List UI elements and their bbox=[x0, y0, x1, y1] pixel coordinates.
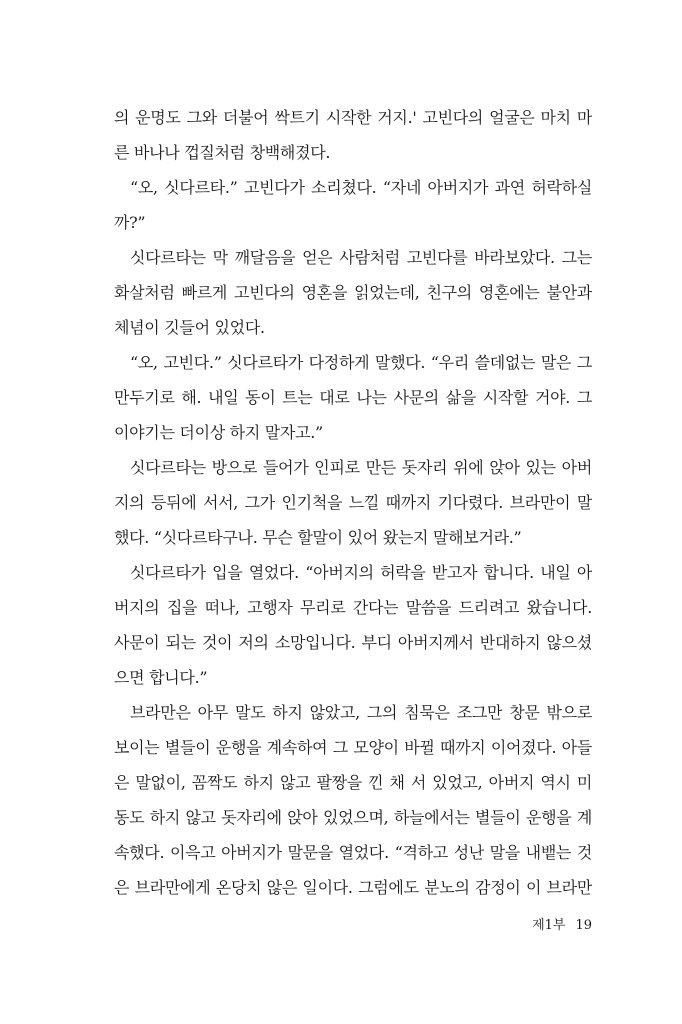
text-line: 으면 합니다.” bbox=[114, 668, 208, 687]
text-line: 까?” bbox=[114, 213, 146, 232]
text-line: 은 말없이, 꼼짝도 하지 않고 팔짱을 낀 채 서 있었고, 아버지 역시 미 bbox=[114, 773, 592, 792]
text-line: 의 운명도 그와 더불어 싹트기 시작한 거지.' 고빈다의 얼굴은 마치 마 bbox=[114, 108, 592, 127]
text-line: 보이는 별들이 운행을 계속하여 그 모양이 바뀔 때까지 이어졌다. 아들 bbox=[114, 738, 592, 757]
text-line: 버지의 집을 떠나, 고행자 무리로 간다는 말씀을 드리려고 왔습니다. bbox=[114, 598, 592, 617]
text-line: 싯다르타가 입을 열었다. “아버지의 허락을 받고자 합니다. 내일 아 bbox=[130, 563, 592, 582]
text-line: 동도 하지 않고 돗자리에 앉아 있었으며, 하늘에서는 별들이 운행을 계 bbox=[114, 808, 592, 827]
text-line: “오, 고빈다.” 싯다르타가 다정하게 말했다. “우리 쓸데없는 말은 그 bbox=[130, 353, 592, 372]
text-line: 지의 등뒤에 서서, 그가 인기척을 느낄 때까지 기다렸다. 브라만이 말 bbox=[114, 493, 592, 512]
text-line: 체념이 깃들어 있었다. bbox=[114, 318, 265, 337]
text-line: 싯다르타는 방으로 들어가 인피로 만든 돗자리 위에 앉아 있는 아버 bbox=[130, 458, 592, 477]
text-line: 사문이 되는 것이 저의 소망입니다. 부디 아버지께서 반대하지 않으셨 bbox=[114, 633, 592, 652]
text-line: 만두기로 해. 내일 동이 트는 대로 나는 사문의 삶을 시작할 거야. 그 bbox=[114, 388, 592, 407]
body-text bbox=[114, 100, 592, 905]
text-line: “오, 싯다르타.” 고빈다가 소리쳤다. “자네 아버지가 과연 허락하실 bbox=[130, 178, 592, 197]
text-line: 화살처럼 빠르게 고빈다의 영혼을 읽었는데, 친구의 영혼에는 불안과 bbox=[114, 283, 592, 302]
page-number: 19 bbox=[575, 918, 592, 933]
text-line: 이야기는 더이상 하지 말자고.” bbox=[114, 423, 323, 442]
text-line: 했다. “싯다르타구나. 무슨 할말이 있어 왔는지 말해보거라.” bbox=[114, 528, 522, 547]
text-line: 속했다. 이윽고 아버지가 말문을 열었다. “격하고 성난 말을 내뱉는 것 bbox=[114, 843, 592, 862]
text-line: 브라만은 아무 말도 하지 않았고, 그의 침묵은 조그만 창문 밖으로 bbox=[130, 703, 592, 722]
page-footer bbox=[532, 914, 592, 933]
text-line: 른 바나나 껍질처럼 창백해졌다. bbox=[114, 143, 331, 162]
text-line: 은 브라만에게 온당치 않은 일이다. 그럼에도 분노의 감정이 이 브라만 bbox=[114, 878, 592, 897]
part-label: 제1부 bbox=[532, 918, 566, 933]
text-line: 싯다르타는 막 깨달음을 얻은 사람처럼 고빈다를 바라보았다. 그는 bbox=[130, 248, 592, 267]
